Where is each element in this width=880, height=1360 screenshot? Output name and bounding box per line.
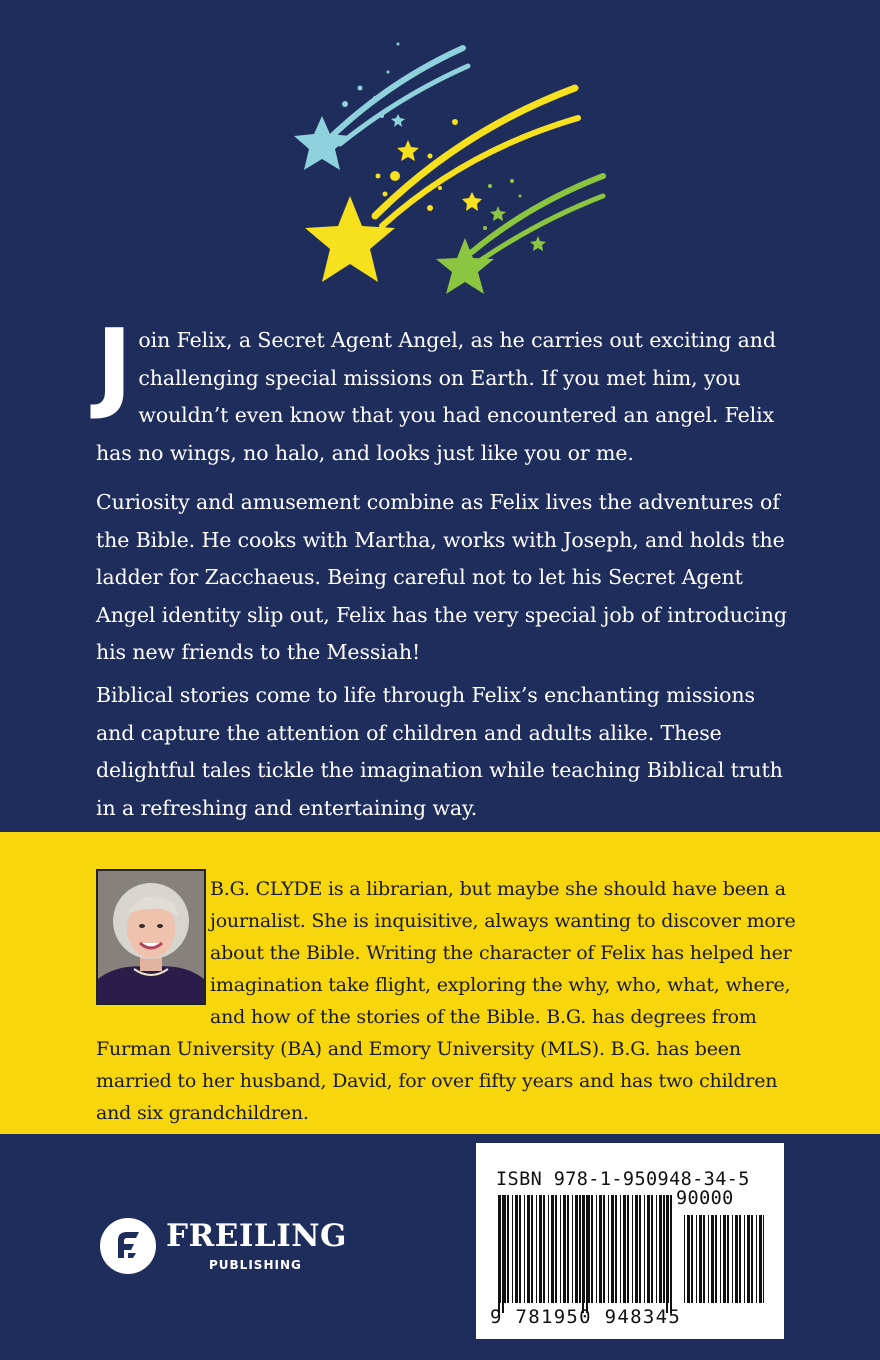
isbn-barcode [476, 1143, 784, 1339]
blurb-paragraph-1-text: oin Felix, a Secret Agent Angel, as he carries out exciting and challenging special missions on Earth. If you met him, you wouldn’t even know that you had encountered an angel. Felix has no wings, no halo, and looks just like you or me. [96, 328, 776, 465]
publisher-emblem-icon [100, 1218, 156, 1274]
publisher-subtitle: PUBLISHING [209, 1258, 302, 1272]
author-bio [96, 873, 796, 1129]
green-star [436, 238, 494, 294]
drop-cap: J [96, 309, 133, 423]
publisher-name: FREILING [166, 1218, 348, 1254]
author-bio-text: B.G. CLYDE is a librarian, but maybe she should have been a journalist. She is inquisitive, always wanting to discover more about the Bible. Writing the character of Felix has helped her imagination take flight, exploring the why, who, what, where, and how of the stories of the Bible. B.G. has degrees from Furman University (BA) and Emory University (MLS). B.G. has been married to her husband, David, for over fifty years and has two children and six grandchildren. [96, 878, 796, 1124]
shooting-stars-illustration [280, 36, 620, 306]
price-code: 90000 [676, 1188, 734, 1209]
isbn-label: ISBN 978-1-950948-34-5 [496, 1169, 750, 1190]
blurb-paragraph-1 [96, 309, 796, 472]
barcode-digits: 9 781950 948345 [490, 1306, 682, 1328]
blurb-paragraph-3: Biblical stories come to life through Felix’s enchanting missions and capture the attention of children and adults alike. These delightful tales tickle the imagination while teaching Biblical truth in a refreshing and entertaining way. [96, 683, 783, 820]
blurb-paragraph-2: Curiosity and amusement combine as Felix lives the adventures of the Bible. He cooks with Martha, works with Joseph, and holds the ladder for Zacchaeus. Being careful not to let his Secret Agent Angel identity slip out, Felix has the very special job of introducing his new friends to the Messiah! [96, 490, 787, 664]
